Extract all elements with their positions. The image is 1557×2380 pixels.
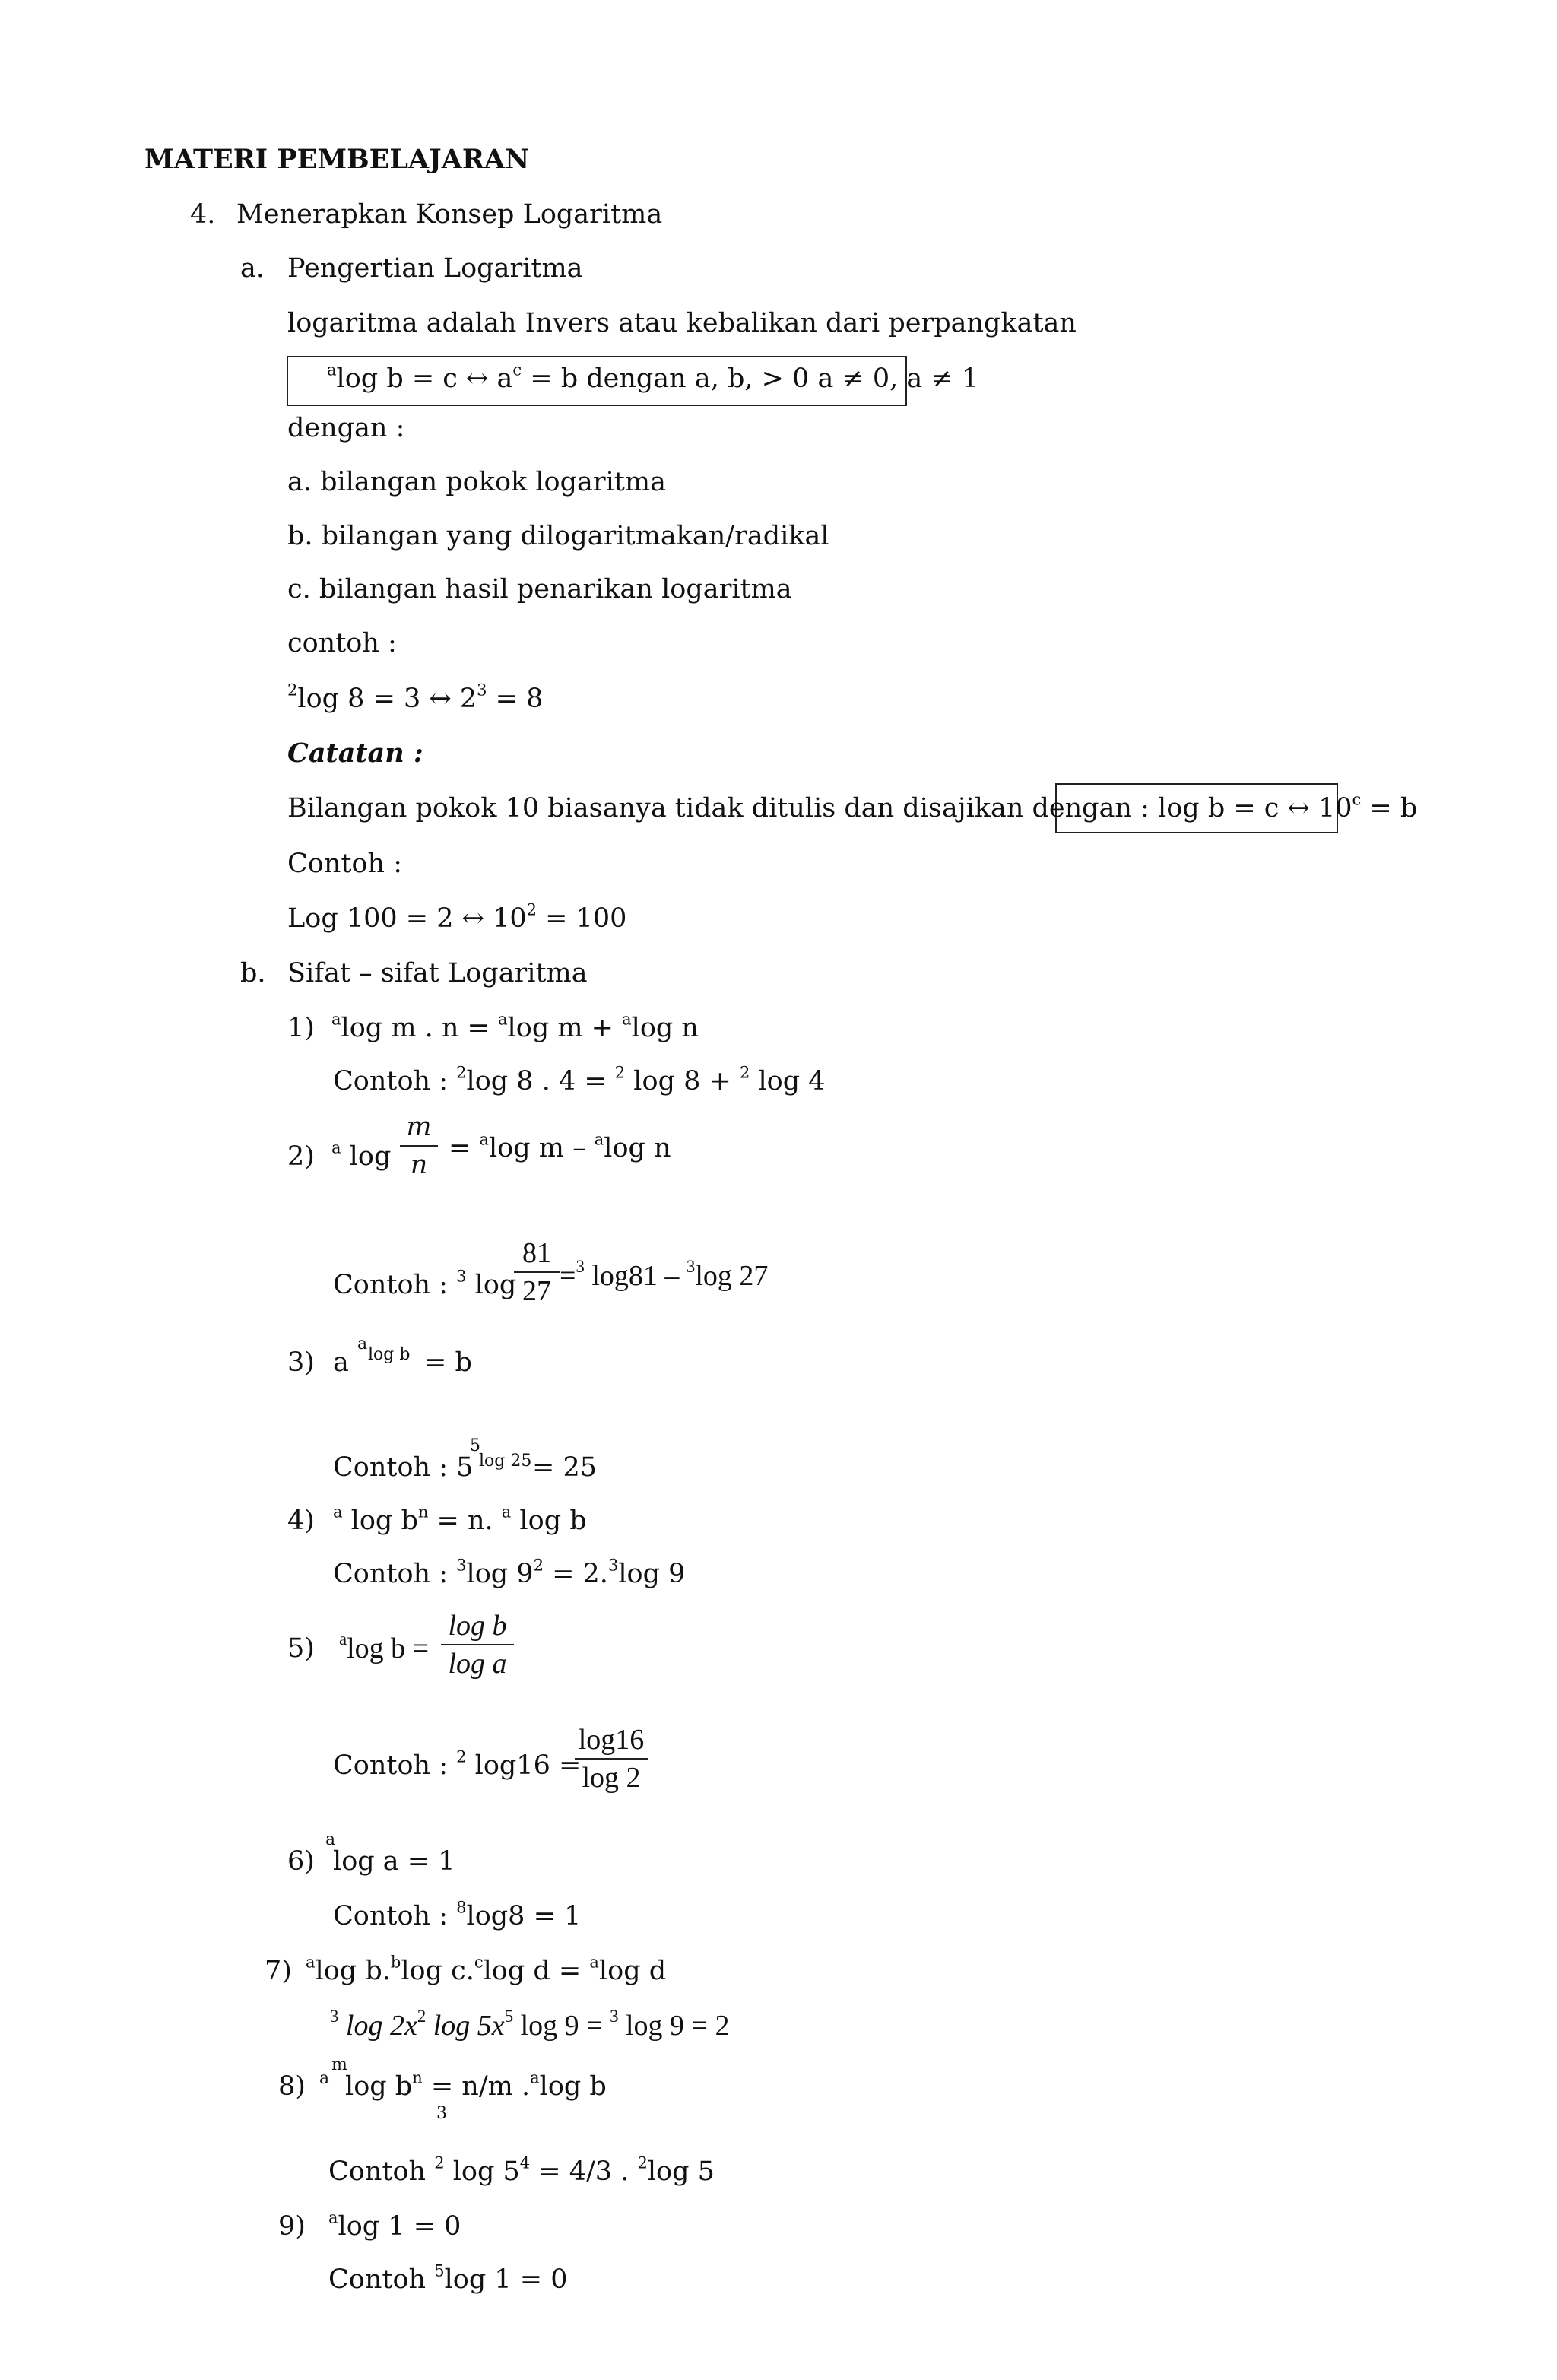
subsection-b-heading: Sifat – sifat Logaritma [287,958,588,988]
example-rhs: =$^3$ log81 – $^3$log 27 [560,1256,769,1292]
subscript: 3 [436,2104,447,2123]
catatan-label: Catatan : [287,738,423,769]
contoh-label: contoh : [287,628,397,658]
subsection-a-heading: Pengertian Logaritma [287,253,583,284]
superscript-base: 5 [470,1436,480,1455]
property-number: 2) [287,1141,315,1172]
property-formula: $^a$log 1 = 0 [328,2208,461,2242]
example-formula: $^2$log 8 = 3 ↔ $2^3 = 8$ [287,681,544,714]
dengan-label: dengan : [287,413,405,443]
exponent: log b [368,1345,411,1364]
property-number: 5) [287,1633,315,1664]
property-example: Contoh : $^3$log $9^2 = 2.^3\log$ 9 [333,1556,686,1589]
base: a [319,2069,330,2088]
property-number: 9) [278,2211,306,2242]
example-formula: Log 100 = 2 ↔ $10^2 = 100$ [287,900,627,934]
fraction [441,1609,514,1680]
definition-formula: $^a$log b = c ↔ $a^c = b$ dengan a, b, > 0 a ≠ 0, a ≠ 1 [327,360,979,394]
fraction [400,1110,438,1182]
property-formula: $\log b^n = n/m$ .$^a$log b [345,2068,607,2102]
exponent-m: m [331,2055,347,2074]
numerator: log16 [578,1724,645,1756]
property-base: a [333,1347,349,1378]
denominator: n [410,1150,428,1180]
property-number: 1) [287,1013,315,1043]
property-example: Contoh : $^2$log 8 . 4 = $^2$ log 8 + $^2$ log 4 [333,1063,826,1096]
property-formula: $^a$log b = [339,1629,430,1664]
exponent: log 25 [479,1452,532,1471]
property-example-result: = 25 [532,1452,597,1483]
subsection-b-number: b. [240,958,266,988]
fraction [514,1236,560,1308]
denominator: log a [448,1648,507,1680]
property-example: Contoh : $^3$ log [333,1267,517,1300]
section-heading: Menerapkan Konsep Logaritma [236,199,663,230]
subsection-a-number: a. [240,253,265,284]
superscript-base: a [357,1334,368,1353]
property-formula: log a = 1 [333,1846,455,1877]
fraction [575,1723,648,1795]
property-formula: $^a$log b.$^b$log c.$^c$log d = $^a$log d [306,1953,667,1986]
list-item: a. bilangan pokok logaritma [287,467,666,497]
property-number: 4) [287,1506,315,1536]
property-result: = b [424,1347,472,1378]
denominator: 27 [522,1275,551,1307]
list-item: b. bilangan yang dilogaritmakan/radikal [287,521,829,551]
numerator: m [406,1112,432,1142]
property-formula-log: $^a$ log [331,1138,392,1172]
property-example: Contoh $^5$log 1 = 0 [328,2261,568,2295]
property-number: 8) [278,2071,306,2102]
property-example: Contoh : $^8$log8 = 1 [333,1898,582,1931]
property-formula: $^a$ $\log b^n = n$. $^a$ log b [333,1503,587,1536]
page-title: MATERI PEMBELAJARAN [144,144,530,175]
denominator: log 2 [582,1762,641,1794]
numerator: log b [448,1610,507,1642]
property-number: 3) [287,1347,315,1378]
definition-intro: logaritma adalah Invers atau kebalikan dari perpangkatan [287,308,1077,338]
property-example: $^3$ $\log 2x^2$ $\log 5x^5$ log 9 = $^3$ log 9 = 2 [330,2006,730,2042]
property-number: 6) [287,1846,315,1877]
section-number: 4. [190,199,216,230]
property-formula-rhs: = $^a$log m – $^a$log n [449,1130,671,1163]
list-item: c. bilangan hasil penarikan logaritma [287,574,792,605]
property-example: Contoh $^2$ $\log 5^4 = 4/3$ . $^2$log 5 [328,2153,715,2187]
superscript-base: a [325,1830,336,1849]
property-example-base: Contoh : 5 [333,1452,474,1483]
property-example: Contoh : $^2$ log16 = [333,1747,582,1781]
property-number: 7) [265,1956,292,1986]
contoh-label: Contoh : [287,849,402,879]
note-text: Bilangan pokok 10 biasanya tidak ditulis dan disajikan dengan : log b = c ↔ $10^c = b$ [287,790,1418,823]
property-formula: $^a$log m . n = $^a$log m + $^a$log n [331,1010,699,1043]
numerator: 81 [522,1237,551,1269]
